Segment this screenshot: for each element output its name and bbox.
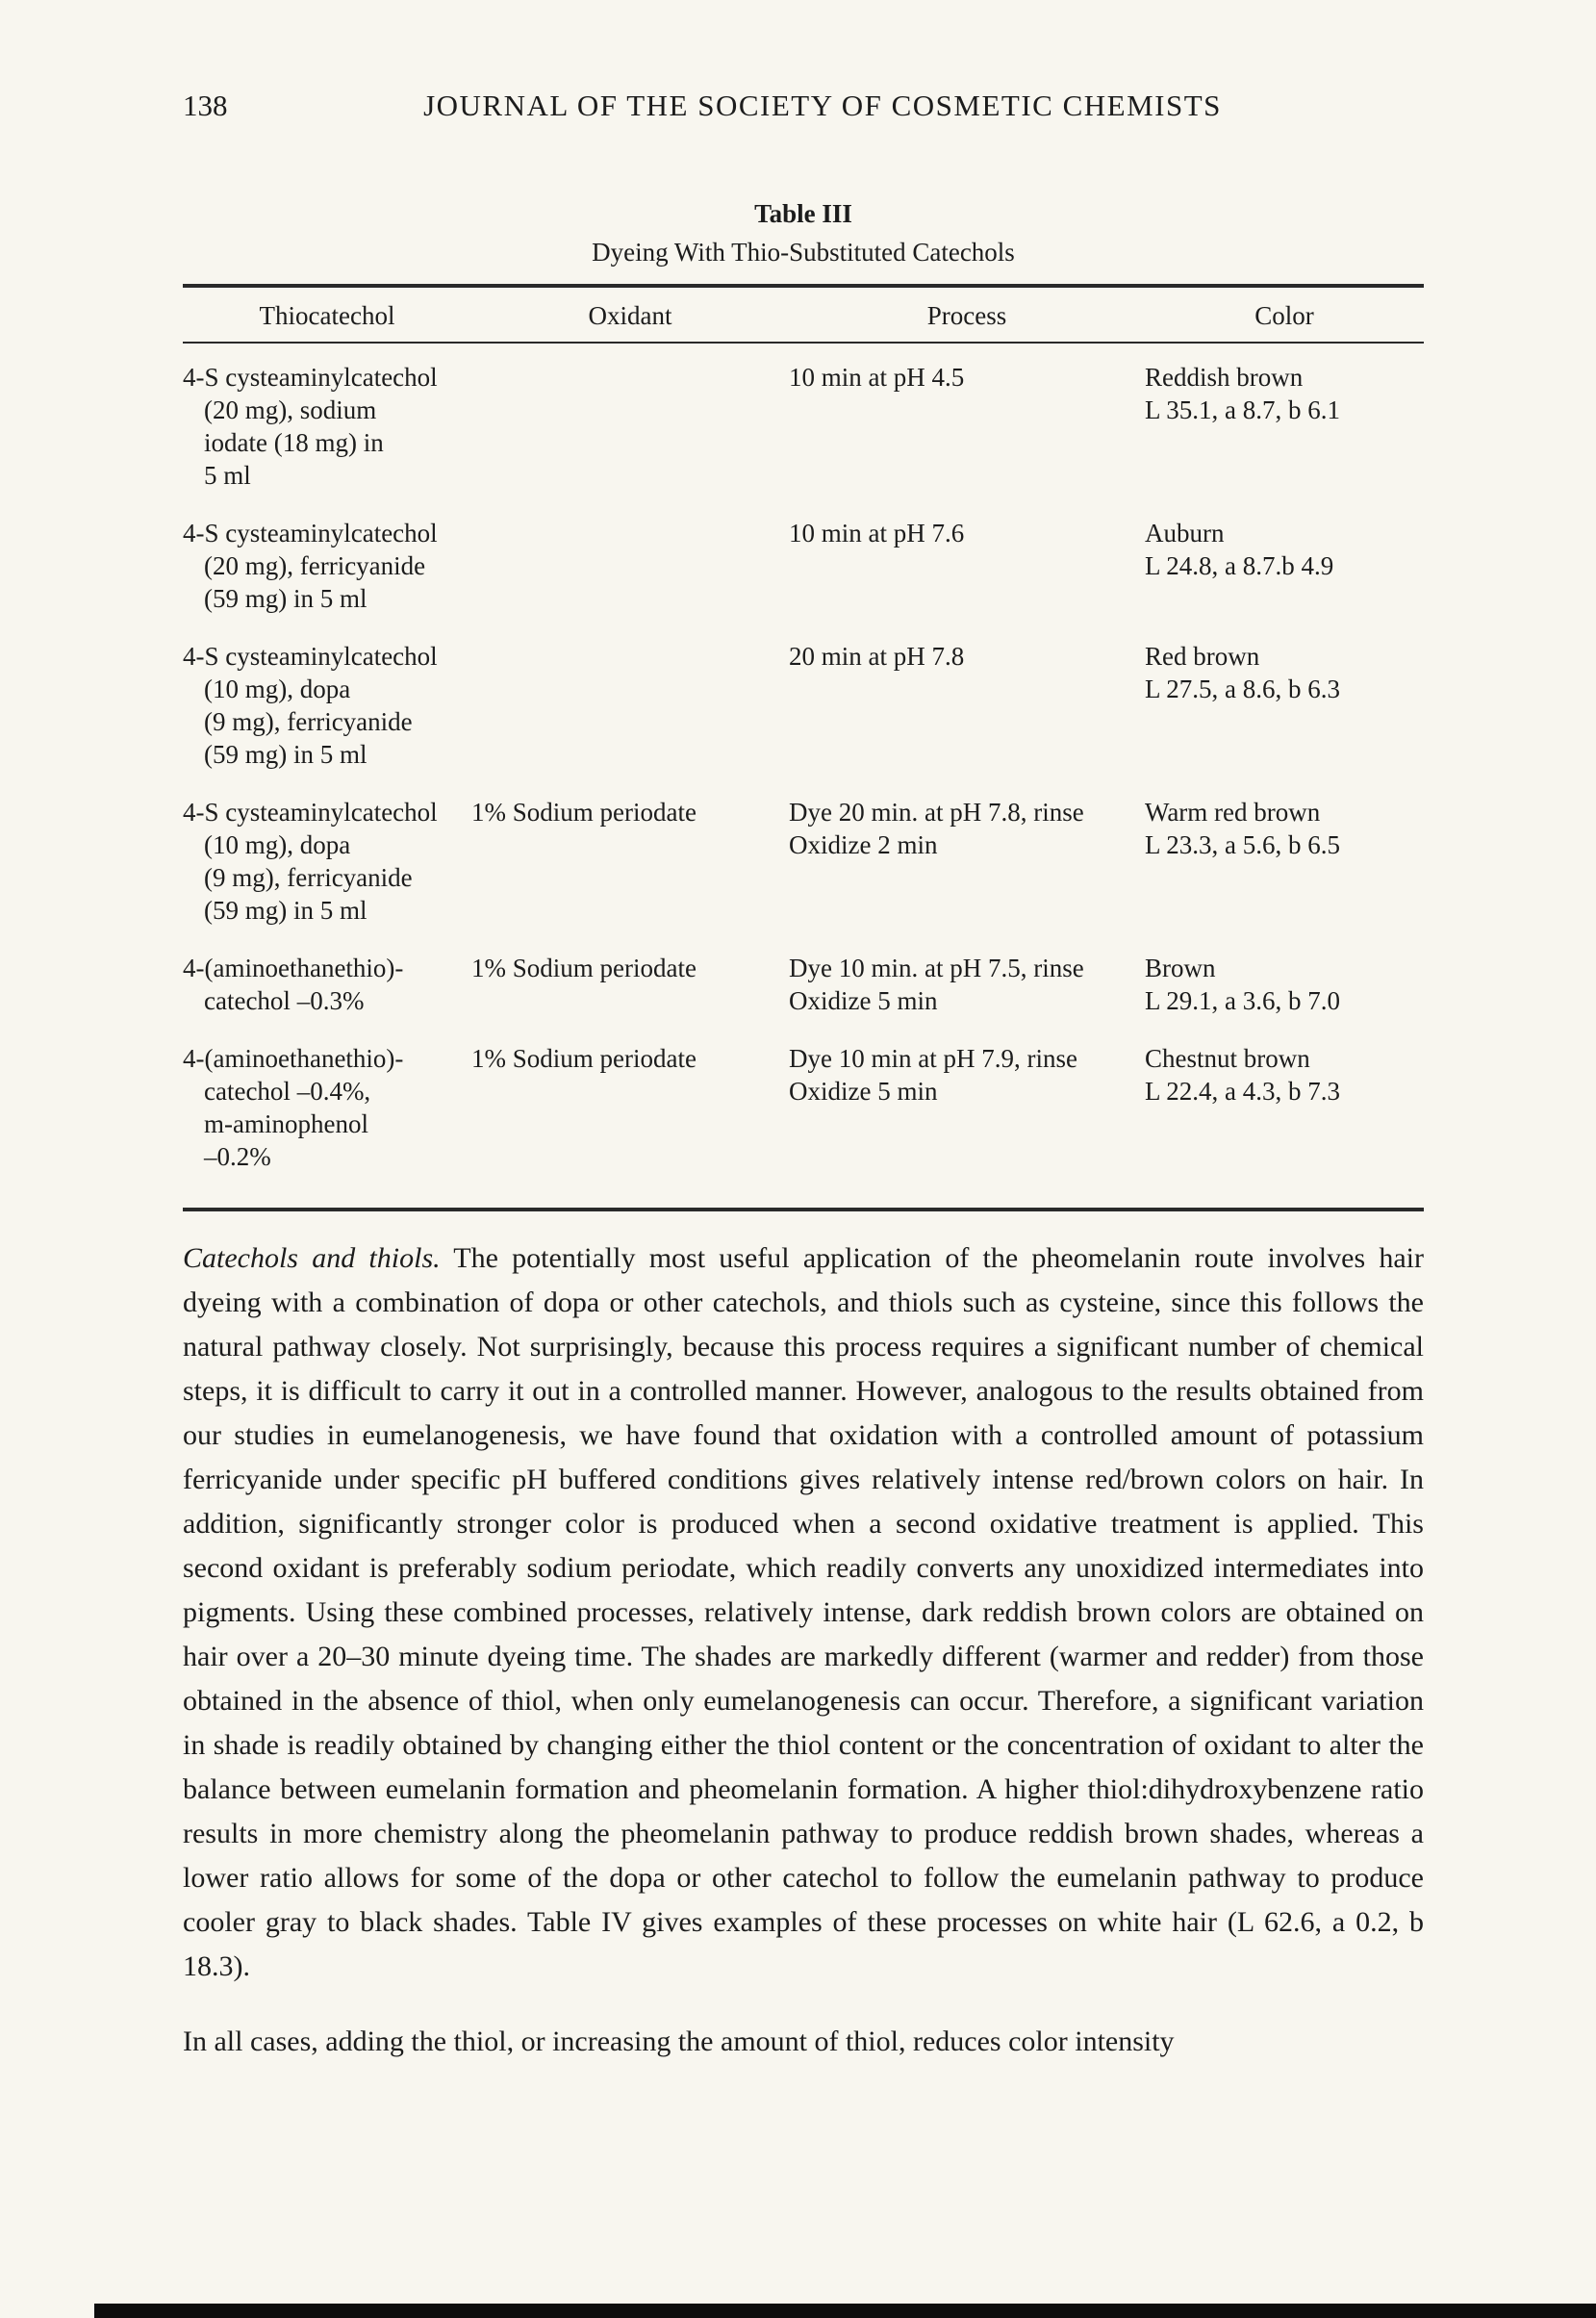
column-header-color: Color <box>1254 301 1314 330</box>
cell-thiocatechol <box>183 1042 471 1173</box>
cell-line: (10 mg), dopa <box>204 830 351 859</box>
cell-line: 4-S cysteaminylcatechol <box>183 519 438 548</box>
cell-thiocatechol <box>183 796 471 927</box>
cell-oxidant <box>471 796 789 927</box>
cell-line: Auburn <box>1145 519 1225 548</box>
cell-line: Reddish brown <box>1145 363 1304 392</box>
cell-color <box>1145 640 1424 771</box>
paragraph-lead-in: Catechols and thiols. <box>183 1242 441 1274</box>
cell-line: L 24.8, a 8.7.b 4.9 <box>1145 551 1334 580</box>
cell-line: 20 min at pH 7.8 <box>789 642 965 671</box>
column-header-thiocatechol: Thiocatechol <box>259 301 395 330</box>
cell-process <box>789 1042 1145 1173</box>
cell-thiocatechol <box>183 361 471 492</box>
cell-line: (59 mg) in 5 ml <box>204 740 367 769</box>
paragraph-catechols-and-thiols <box>183 1236 1424 1989</box>
cell-line: (20 mg), sodium <box>204 395 377 424</box>
column-header-process: Process <box>926 301 1007 330</box>
cell-line: 10 min at pH 7.6 <box>789 519 965 548</box>
paragraph-body-text: The potentially most useful application of the pheomelanin route involves hair dyeing with a combination of dopa or other catechols, and thiols such as cysteine, since this follows the natural pathway closely. Not surprisingly, because this process requires a significant number of chemical steps, it is difficult to carry it out in a controlled manner. However, analogous to the results obtained from our studies in eumelanogenesis, we have found that oxidation with a controlled amount of potassium ferricyanide under specific pH buffered conditions gives relatively intense red/brown colors on hair. In addition, significantly stronger color is produced when a second oxidative treatment is applied. This second oxidant is preferably sodium periodate, which readily converts any unoxidized intermediates into pigments. Using these combined processes, relatively intense, dark reddish brown colors are obtained on hair over a 20–30 minute dyeing time. The shades are markedly different (warmer and redder) from those obtained in the absence of thiol, when only eumelanogenesis can occur. Therefore, a significant variation in shade is readily obtained by changing either the thiol content or the concentration of oxidant to alter the balance between eumelanin formation and pheomelanin formation. A higher thiol:dihydroxybenzene ratio results in more chemistry along the pheomelanin pathway to produce reddish brown shades, whereas a lower ratio allows for some of the dopa or other catechol to follow the eumelanin pathway to produce cooler gray to black shades. Table IV gives examples of these processes on white hair (L 62.6, a 0.2, b 18.3). <box>183 1242 1424 1982</box>
page-header <box>183 89 1424 123</box>
cell-process <box>789 517 1145 615</box>
cell-line: 1% Sodium periodate <box>471 798 697 827</box>
cell-line: 4-S cysteaminylcatechol <box>183 642 438 671</box>
paragraph-in-all-cases: In all cases, adding the thiol, or increasing the amount of thiol, reduces color intensity <box>183 2025 1175 2057</box>
page-number: 138 <box>183 89 228 122</box>
cell-oxidant <box>471 640 789 771</box>
cell-line: (10 mg), dopa <box>204 675 351 703</box>
cell-line: Oxidize 5 min <box>789 986 938 1015</box>
cell-line: –0.2% <box>204 1142 271 1171</box>
cell-line: L 29.1, a 3.6, b 7.0 <box>1145 986 1340 1015</box>
cell-line: (20 mg), ferricyanide <box>204 551 426 580</box>
column-header-oxidant: Oxidant <box>588 301 672 330</box>
cell-line: Dye 10 min. at pH 7.5, rinse <box>789 954 1084 982</box>
cell-line: (59 mg) in 5 ml <box>204 584 367 613</box>
table-bottom-rule <box>183 1208 1424 1211</box>
table-title: Table III <box>754 199 852 228</box>
cell-line: 4-S cysteaminylcatechol <box>183 798 438 827</box>
cell-oxidant <box>471 1042 789 1173</box>
table-subtitle: Dyeing With Thio-Substituted Catechols <box>592 238 1015 267</box>
cell-oxidant <box>471 952 789 1017</box>
cell-line: iodate (18 mg) in <box>204 428 384 457</box>
cell-line: 1% Sodium periodate <box>471 1044 697 1073</box>
cell-oxidant <box>471 361 789 492</box>
table-row <box>183 1042 1424 1173</box>
cell-line: L 27.5, a 8.6, b 6.3 <box>1145 675 1340 703</box>
table-row <box>183 517 1424 615</box>
cell-line: Red brown <box>1145 642 1260 671</box>
cell-line: 5 ml <box>204 461 251 490</box>
cell-thiocatechol <box>183 517 471 615</box>
cell-line: 4-(aminoethanethio)- <box>183 1044 404 1073</box>
table-rows <box>183 344 1424 1208</box>
table-header-row <box>183 288 1424 342</box>
cell-thiocatechol <box>183 952 471 1017</box>
cell-line: catechol –0.3% <box>204 986 365 1015</box>
table-row <box>183 361 1424 492</box>
cell-process <box>789 952 1145 1017</box>
cell-line: 10 min at pH 4.5 <box>789 363 965 392</box>
cell-line: Chestnut brown <box>1145 1044 1310 1073</box>
table-3 <box>183 197 1424 1211</box>
cell-process <box>789 796 1145 927</box>
cell-process <box>789 640 1145 771</box>
cell-line: 4-S cysteaminylcatechol <box>183 363 438 392</box>
cell-line: Warm red brown <box>1145 798 1321 827</box>
cell-line: m-aminophenol <box>204 1109 368 1138</box>
cell-line: Oxidize 2 min <box>789 830 938 859</box>
cell-color <box>1145 796 1424 927</box>
table-row <box>183 640 1424 771</box>
cell-oxidant <box>471 517 789 615</box>
scan-artifact-bar <box>94 2304 1596 2318</box>
article-body <box>183 1236 1424 2095</box>
cell-line: L 35.1, a 8.7, b 6.1 <box>1145 395 1340 424</box>
cell-process <box>789 361 1145 492</box>
cell-line: catechol –0.4%, <box>204 1077 371 1106</box>
cell-line: Dye 20 min. at pH 7.8, rinse <box>789 798 1084 827</box>
cell-line: Oxidize 5 min <box>789 1077 938 1106</box>
cell-line: Dye 10 min at pH 7.9, rinse <box>789 1044 1077 1073</box>
journal-title: JOURNAL OF THE SOCIETY OF COSMETIC CHEMISTS <box>423 89 1222 122</box>
cell-line: L 22.4, a 4.3, b 7.3 <box>1145 1077 1340 1106</box>
cell-line: L 23.3, a 5.6, b 6.5 <box>1145 830 1340 859</box>
cell-line: (9 mg), ferricyanide <box>204 707 413 736</box>
cell-line: 1% Sodium periodate <box>471 954 697 982</box>
table-row <box>183 796 1424 927</box>
cell-line: (9 mg), ferricyanide <box>204 863 413 892</box>
cell-color <box>1145 517 1424 615</box>
table-row <box>183 952 1424 1017</box>
cell-color <box>1145 952 1424 1017</box>
cell-thiocatechol <box>183 640 471 771</box>
cell-line: Brown <box>1145 954 1216 982</box>
cell-line: 4-(aminoethanethio)- <box>183 954 404 982</box>
cell-color <box>1145 361 1424 492</box>
cell-line: (59 mg) in 5 ml <box>204 896 367 925</box>
cell-color <box>1145 1042 1424 1173</box>
